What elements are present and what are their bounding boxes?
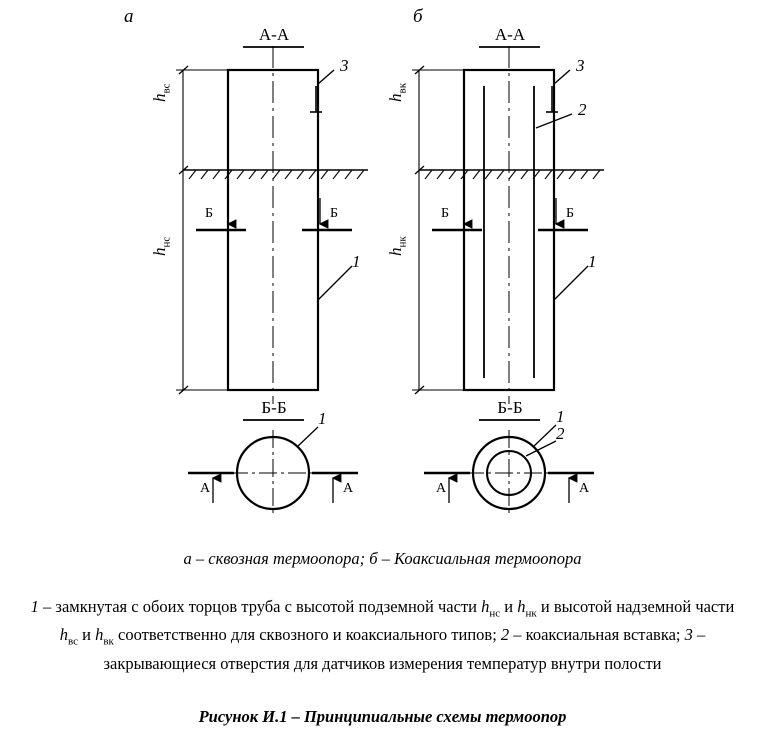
- label-h-vs-sub: вс: [160, 83, 173, 94]
- callout-1-left-bb: 1: [318, 409, 327, 428]
- leader-1-a: [318, 266, 352, 300]
- callout-2-right-bb: 2: [556, 424, 565, 443]
- callout-1-right-bb: 1: [556, 407, 565, 426]
- label-h-vs: [150, 83, 172, 102]
- caption-subtitle: а – сквозная термоопора; б – Коаксиальная термоопора: [183, 549, 582, 568]
- label-h-vs-var: h: [150, 93, 169, 102]
- label-h-ns: [150, 237, 172, 256]
- panel-letter-b: б: [413, 6, 423, 27]
- section-label-bb-left: Б-Б: [261, 398, 287, 417]
- section-letter-b-left-b: Б: [441, 206, 450, 221]
- section-letter-b-left-a: Б: [205, 206, 214, 221]
- label-h-ns-sub: нс: [160, 236, 173, 248]
- callout-3-right: 3: [576, 56, 585, 75]
- section-letter-a-left-sec-a: А: [200, 481, 211, 496]
- callout-1-left: 1: [352, 252, 361, 271]
- label-h-ns-var: h: [150, 247, 169, 256]
- leader-1-sec-b: [533, 425, 556, 447]
- section-letter-a-right-sec-a: А: [343, 481, 354, 496]
- section-label-aa-left: А-А: [258, 25, 290, 44]
- leader-3-b: [554, 70, 570, 84]
- figure-title: Рисунок И.1 – Принципиальные схемы термоопор: [198, 707, 567, 726]
- section-letter-b-right-b: Б: [566, 206, 575, 221]
- section-label-aa-right: А-А: [494, 25, 526, 44]
- label-h-nk: [386, 236, 408, 256]
- section-letter-a-right-sec-b: А: [579, 481, 590, 496]
- label-h-vk: [386, 83, 408, 102]
- label-h-nk-sub: нк: [396, 236, 409, 248]
- ground-hatch-a: [189, 170, 364, 179]
- ground-hatch-b: [425, 170, 600, 179]
- section-letter-a-left-sec-b: А: [436, 481, 447, 496]
- leader-3-a: [318, 70, 334, 84]
- panel-letter-a: а: [124, 6, 134, 27]
- section-letter-b-right-a: Б: [330, 206, 339, 221]
- callout-1-right: 1: [588, 252, 597, 271]
- caption-body: 1 – замкнутая с обоих торцов труба с высотой подземной части $h_{нс}$ и $h_{нк}$ и высотой надземной части $h_{вс}$ и $h_{вк}$ соответственно для сквозного и коаксиального типов; 2 – коаксиальная вставка; 3 – закрывающиеся отверстия для датчиков измерения температур внутри полости: [30, 597, 735, 673]
- label-h-vk-sub: вк: [396, 82, 409, 94]
- section-label-bb-right: Б-Б: [497, 398, 523, 417]
- callout-3-left: 3: [340, 56, 349, 75]
- label-h-vk-var: h: [386, 93, 405, 102]
- leader-1-sec-a: [297, 427, 318, 447]
- leader-1-b: [554, 266, 588, 300]
- label-h-nk-var: h: [386, 247, 405, 256]
- callout-2-right: 2: [578, 100, 587, 119]
